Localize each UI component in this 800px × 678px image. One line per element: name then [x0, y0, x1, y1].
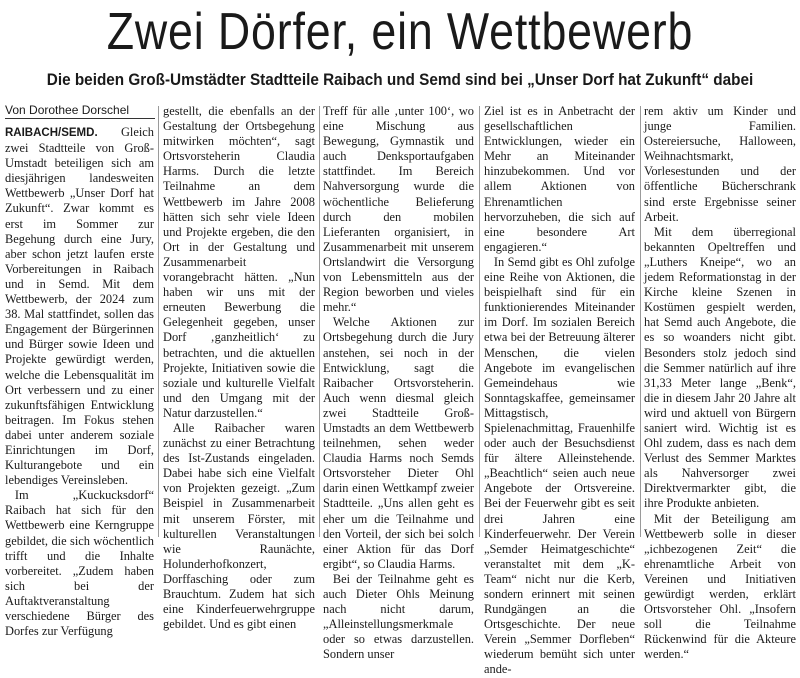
paragraph: In Semd gibt es Ohl zufolge eine Reihe von Aktionen, die beispielhaft sind für ein funktionierendes Miteinander im Dorf. Im sozialen Bereich etwa bei der Betreuung älterer Menschen, die vielen Angebote im evangelischen Gemeindehaus wie Sonntagskaffee, gemeinsamer Mittagstisch, Spielenachmittag, Frauenhilfe oder auch der Besuchsdienst für ältere Alleinstehende. „Beachtlich“ seien auch neue Angebote der Ortsvereine. Bei der Feuerwehr gibt es seit drei Jahren eine Kinderfeuerwehr. Der Verein „Semder Heimatgeschichte“ veranstaltet mit dem „K-Team“ nicht nur die Kerb, sondern erinnert mit seinen Rundgängen an die Ortsgeschichte. Der neue Verein „Semmer Dorfleben“ wiederum bemüht sich unter ande- [484, 254, 635, 677]
subheadline: Die beiden Groß-Umstädter Stadtteile Raibach und Semd sind bei „Unser Dorf hat Zukunft“ dabei [46, 70, 754, 89]
author-byline: Von Dorothee Dorschel [5, 103, 130, 117]
paragraph: Mit der Beteiligung am Wettbewerb solle in dieser „ichbezogenen Zeit“ die ehrenamtliche Arbeit von Vereinen und Initiativen gewürdigt werden, erklärt Ortsvorsteher Ohl. „Insofern soll die Teilnahme Rückenwind für die Akteure werden.“ [644, 511, 796, 662]
paragraph: Welche Aktionen zur Ortsbegehung durch die Jury anstehen, sei noch in der Entwicklung, sagt die Raibacher Ortsvorsteherin. Auch wenn diesmal gleich zwei Stadtteile Groß-Umstadts an dem Wettbewerb teilnehmen, sehen weder Claudia Harms noch Semds Ortsvorsteher Dieter Ohl darin einen Wettkampf zweier Stadtteile. „Uns allen geht es eher um die Teilnahme und den Vorteil, der sich bei solch einer Aktion für das Dorf ergibt“, so Claudia Harms. [323, 315, 474, 571]
paragraph: Mit dem überregional bekannten Opeltreffen und „Luthers Kneipe“, wo an jedem Reformationstag in der Kirche kleine Szenen in Kostümen gespielt werden, hat Semd auch Angebote, die es so woanders nicht gibt. Besonders stolz jedoch sind die Semmer natürlich auf ihre 31,33 Meter lange „Benk“, die in diesem Jahr 20 Jahre alt wird und aktuell von Bürgern saniert wird. Wichtig ist es Ohl zudem, dass es nach dem Verlust des Semmer Marktes als Nahversorger zwei Direktvermarkter gibt, die ihre Produkte anbieten. [644, 224, 796, 511]
paragraph: Im „Kuckucksdorf“ Raibach hat sich für den Wettbewerb eine Kerngruppe gebildet, die sich wöchentlich trifft und die Inhalte vorbereitet. „Zudem haben sich bei der Auftaktveranstaltung verschiedene Bürger des Dorfes zur Verfügung [5, 488, 154, 639]
article-column-5 [644, 104, 796, 662]
column-divider [479, 106, 480, 537]
headline: Zwei Dörfer, ein Wettbewerb [106, 3, 694, 61]
column-divider [158, 106, 159, 537]
paragraph: Alle Raibacher waren zunächst zu einer Betrachtung des Ist-Zustands eingeladen. Dabei habe sich eine Vielfalt von Projekten gezeigt. „Zum Beispiel in Zusammenarbeit mit unserem Förster, mit kulturellen Veranstaltungen wie Raunächte, Holunderhofkonzert, Dorffasching oder zum Brauchtum. Zudem hat sich eine Kinderfeuerwehrgruppe gebildet. Und es gibt einen [163, 420, 315, 632]
dateline: RAIBACH/SEMD. [5, 127, 98, 139]
article-column-1 [5, 125, 154, 639]
paragraph: rem aktiv um Kinder und junge Familien. Ostereiersuche, Halloween, Weihnachtsmarkt, Vorlesestunden und der öffentliche Bücherschrank sind erste Ergebnisse seiner Arbeit. [644, 104, 796, 224]
column-divider [319, 106, 320, 537]
paragraph: Treff für alle ‚unter 100‘, wo eine Mischung aus Bewegung, Gymnastik und auch Denksportaufgaben stattfindet. Im Bereich Nahversorgung wurde die wöchentliche Belieferung durch den mobilen Lieferanten organisiert, in Zusammenarbeit mit unserem Ortslandwirt die Versorgung von Lebensmitteln aus der Region beworben und vieles mehr.“ [323, 104, 474, 315]
paragraph [5, 125, 154, 488]
paragraph: Bei der Teilnahme geht es auch Dieter Ohls Meinung nach nicht darum, „Alleinstellungsmerkmale oder so etwas darzustellen. Sondern unser [323, 571, 474, 662]
article-column-4 [484, 104, 635, 677]
byline-rule [5, 118, 155, 119]
article-column-3 [323, 104, 474, 662]
paragraph-text: Gleich zwei Stadtteile von Groß-Umstadt beteiligen sich am diesjährigen landesweiten Wettbewerb „Unser Dorf hat Zukunft“. Zwar kommt es erst im Sommer zur Begehung durch eine Jury, aber schon jetzt laufen erste Vorbereitungen in Raibach und in Semd. Mit dem Wettbewerb, der 2024 zum 38. Mal stattfindet, sollen das Engagement der Bürgerinnen und Bürger sowie Ideen und Projekte gewürdigt werden, welche die Lebensqualität im Ort verbessern und zu einer zukunftsfähigen Entwicklung beitragen. Im Fokus stehen dabei unter anderem soziale Einrichtungen im Dorf, Kulturangebote und ein lebendiges Vereinsleben. [5, 125, 154, 488]
paragraph: gestellt, die ebenfalls an der Gestaltung der Ortsbegehung mitwirken möchten“, sagt Ortsvorsteherin Claudia Harms. Durch die letzte Teilnahme an dem Wettbewerb im Jahre 2008 hätten sich sehr viele Ideen und Projekte ergeben, die den Ort in der Gestaltung und Zusammenarbeit vorangebracht hätten. „Nun haben wir uns mit der erneuten Bewerbung die Gelegenheit gegeben, unser Dorf ‚ganzheitlich‘ zu betrachten, und die aktuellen Projekte, Initiativen sowie die soziale und kulturelle Vielfalt und den Umgang mit der Natur darzustellen.“ [163, 104, 315, 420]
paragraph: Ziel ist es in Anbetracht der gesellschaftlichen Entwicklungen, wieder ein Mehr an Miteinander hinzubekommen. Und vor allem Aktionen von Ehrenamtlichen hervorzuheben, die sich auf eine besondere Art engagieren.“ [484, 104, 635, 254]
article-column-2 [163, 104, 315, 632]
column-divider [640, 106, 641, 537]
